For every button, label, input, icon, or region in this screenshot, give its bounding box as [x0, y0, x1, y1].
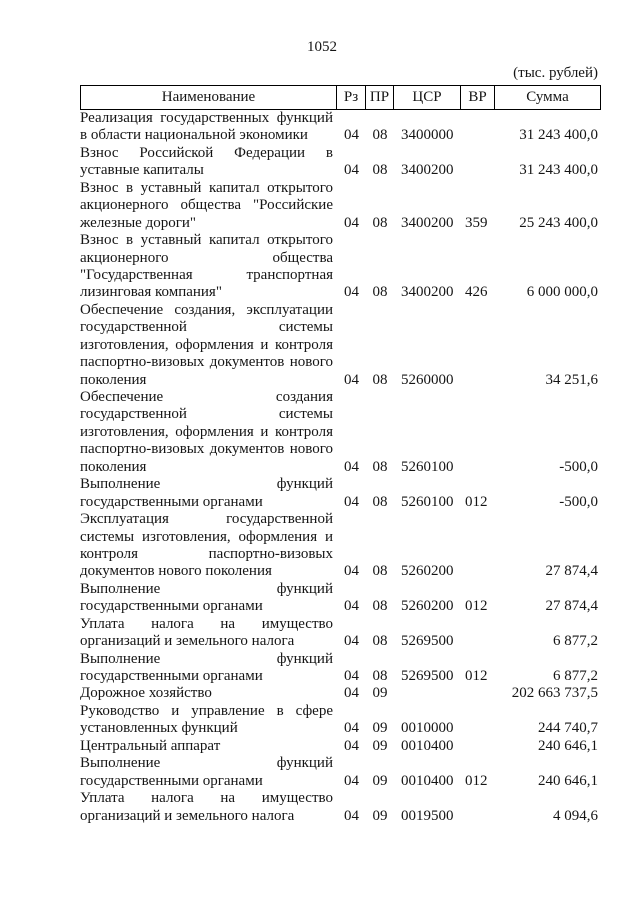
name-line: Уплата налога на имущество: [80, 790, 333, 807]
name-line: государственными органами: [80, 598, 263, 615]
table-row: [80, 685, 601, 702]
name-line: Выполнение функций: [80, 755, 333, 772]
table-row: [80, 790, 601, 825]
target-article-cell: 5260200: [401, 563, 454, 580]
expense-type-cell: [461, 738, 495, 755]
name-line: Руководство и управление в сфере: [80, 702, 333, 719]
amount-cell: -500,0: [559, 458, 598, 475]
name-line: изготовления, оформления и контроля: [80, 423, 333, 440]
target-article-cell: 5269500: [401, 633, 454, 650]
name-line: государственными органами: [80, 772, 263, 789]
expense-type-cell: [461, 720, 495, 737]
table-row: [80, 145, 601, 180]
amount-cell: 244 740,7: [538, 720, 598, 737]
section-cell: 04: [344, 668, 359, 684]
amount-cell: 240 646,1: [538, 737, 598, 754]
name-line: изготовления, оформления и контроля: [80, 336, 333, 353]
name-cell: [80, 616, 337, 651]
name-line: документов нового поколения: [80, 563, 272, 580]
table-row: [80, 389, 601, 476]
name-line: организаций и земельного налога: [80, 633, 295, 650]
name-cell: [80, 110, 337, 145]
name-cell: [80, 389, 337, 476]
name-line: "Государственная транспортная: [80, 266, 333, 283]
table-row: [80, 110, 601, 145]
section-cell: 04: [344, 371, 359, 388]
name-cell: [80, 145, 337, 180]
subsection-cell: 08: [372, 668, 388, 684]
table-row: [80, 738, 601, 755]
expense-type-cell: [461, 808, 495, 825]
name-line: уставные капиталы: [80, 162, 204, 179]
section-cell: 04: [344, 493, 359, 510]
subsection-cell: 08: [372, 563, 388, 580]
target-article-cell: 5269500: [401, 668, 454, 684]
header-expense-type: ВР: [461, 86, 495, 109]
section-cell: 04: [344, 563, 359, 580]
target-article-cell: 3400200: [401, 162, 454, 179]
section-cell: 04: [344, 720, 359, 737]
section-cell: 04: [344, 214, 359, 231]
expense-type-cell: 012: [465, 598, 488, 615]
table-row: [80, 511, 601, 581]
subsection-cell: 08: [372, 493, 388, 510]
name-cell: [80, 476, 337, 511]
subsection-cell: 08: [372, 371, 388, 388]
subsection-cell: 09: [372, 720, 388, 737]
name-line: Обеспечение создания, эксплуатации: [80, 301, 333, 318]
header-name: Наименование: [81, 86, 337, 109]
expense-type-cell: [461, 162, 495, 179]
name-line: Взнос в уставный капитал открытого: [80, 179, 333, 196]
name-cell: [80, 738, 337, 755]
target-article-cell: 3400000: [401, 127, 454, 144]
name-line: поколения: [80, 458, 147, 475]
table-row: [80, 581, 601, 616]
name-line: организаций и земельного налога: [80, 807, 295, 824]
target-article-cell: 3400200: [401, 284, 454, 301]
section-cell: 04: [344, 284, 359, 301]
expense-type-cell: [461, 633, 495, 650]
expense-type-cell: [461, 372, 495, 389]
amount-cell: 4 094,6: [553, 807, 598, 824]
name-line: акционерного общества "Российские: [80, 197, 333, 214]
amount-cell: 202 663 737,5: [511, 685, 598, 702]
name-line: поколения: [80, 371, 147, 388]
target-article-cell: 5260000: [401, 371, 454, 388]
amount-cell: -500,0: [559, 493, 598, 510]
section-cell: 04: [344, 162, 359, 179]
target-article-cell: 5260100: [401, 493, 454, 510]
table-header: [80, 85, 601, 110]
subsection-cell: 08: [372, 633, 388, 650]
subsection-cell: 09: [372, 772, 388, 789]
subsection-cell: 08: [372, 214, 388, 231]
target-article-cell: 3400200: [401, 214, 454, 231]
section-cell: 04: [344, 458, 359, 475]
name-line: Выполнение функций: [80, 650, 333, 667]
section-cell: 04: [344, 633, 359, 650]
name-line: государственной системы: [80, 406, 333, 423]
name-line: государственными органами: [80, 493, 263, 510]
subsection-cell: 09: [372, 807, 388, 824]
name-line: государственной системы: [80, 319, 333, 336]
target-article-cell: 5260100: [401, 458, 454, 475]
name-line: железные дороги": [80, 214, 197, 231]
target-article-cell: 0010000: [401, 720, 454, 737]
amount-cell: 31 243 400,0: [519, 127, 598, 144]
name-cell: [80, 581, 337, 616]
subsection-cell: 08: [372, 162, 388, 179]
expense-type-cell: 012: [465, 668, 488, 684]
expense-type-cell: [461, 563, 495, 580]
table-row: [80, 180, 601, 232]
target-article-cell: [394, 685, 461, 702]
target-article-cell: 0019500: [401, 807, 454, 824]
amount-cell: 27 874,4: [545, 563, 598, 580]
name-line: Реализация государственных функций: [80, 110, 333, 126]
name-line: Выполнение функций: [80, 476, 333, 493]
expense-type-cell: [461, 685, 495, 702]
expense-type-cell: [461, 459, 495, 476]
page-number: 1052: [307, 39, 337, 55]
name-cell: [80, 790, 337, 825]
units-note: (тыс. рублей): [513, 65, 598, 81]
name-line: государственными органами: [80, 668, 263, 684]
subsection-cell: 08: [372, 598, 388, 615]
name-line: Выполнение функций: [80, 580, 333, 597]
amount-cell: 240 646,1: [538, 772, 598, 789]
amount-cell: 6 877,2: [553, 633, 598, 650]
header-target-article: ЦСР: [394, 86, 461, 109]
table-row: [80, 651, 601, 686]
header-amount: Сумма: [526, 89, 569, 105]
name-cell: [80, 302, 337, 389]
name-cell: [80, 755, 337, 790]
section-cell: 04: [344, 737, 359, 754]
expense-type-cell: 012: [465, 772, 488, 789]
target-article-cell: 0010400: [401, 737, 454, 754]
name-cell: [80, 685, 337, 702]
subsection-cell: 08: [372, 127, 388, 144]
table-row: [80, 755, 601, 790]
name-cell: [80, 232, 337, 302]
name-line: лизинговая компания": [80, 284, 222, 301]
name-line: в области национальной экономики: [80, 127, 308, 144]
header-section: Рз: [337, 86, 366, 109]
table-row: [80, 703, 601, 738]
expense-type-cell: [461, 127, 495, 144]
name-cell: [80, 703, 337, 738]
name-line: паспортно-визовых документов нового: [80, 441, 333, 458]
subsection-cell: 09: [372, 685, 388, 702]
section-cell: 04: [344, 772, 359, 789]
name-line: контроля паспортно-визовых: [80, 545, 333, 562]
name-line: Взнос Российской Федерации в: [80, 144, 333, 161]
table-row: [80, 476, 601, 511]
amount-cell: 34 251,6: [545, 371, 598, 388]
name-line: установленных функций: [80, 720, 238, 737]
name-cell: [80, 511, 337, 581]
subsection-cell: 09: [372, 737, 388, 754]
table-row: [80, 616, 601, 651]
name-cell: [80, 180, 337, 232]
name-line: системы изготовления, оформления и: [80, 528, 333, 545]
name-cell: [80, 651, 337, 686]
name-line: Дорожное хозяйство: [80, 685, 212, 702]
name-line: Уплата налога на имущество: [80, 615, 333, 632]
name-line: Обеспечение создания: [80, 389, 333, 405]
name-line: Взнос в уставный капитал открытого: [80, 232, 333, 249]
section-cell: 04: [344, 127, 359, 144]
name-line: акционерного общества: [80, 249, 333, 266]
amount-cell: 25 243 400,0: [519, 214, 598, 231]
table-row: [80, 302, 601, 389]
table-row: [80, 232, 601, 302]
target-article-cell: 5260200: [401, 598, 454, 615]
target-article-cell: 0010400: [401, 772, 454, 789]
expense-type-cell: 426: [465, 284, 488, 301]
amount-cell: 27 874,4: [545, 598, 598, 615]
subsection-cell: 08: [372, 284, 388, 301]
amount-cell: 6 000 000,0: [526, 284, 598, 301]
section-cell: 04: [344, 598, 359, 615]
section-cell: 04: [344, 807, 359, 824]
subsection-cell: 08: [372, 458, 388, 475]
name-line: Центральный аппарат: [80, 737, 221, 754]
header-subsection: ПР: [366, 86, 394, 109]
section-cell: 04: [344, 685, 359, 702]
expense-type-cell: 012: [465, 493, 488, 510]
expense-type-cell: 359: [465, 214, 488, 231]
name-line: паспортно-визовых документов нового: [80, 354, 333, 371]
table-body: [80, 110, 601, 825]
name-line: Эксплуатация государственной: [80, 511, 333, 528]
amount-cell: 31 243 400,0: [519, 162, 598, 179]
amount-cell: 6 877,2: [553, 668, 598, 684]
